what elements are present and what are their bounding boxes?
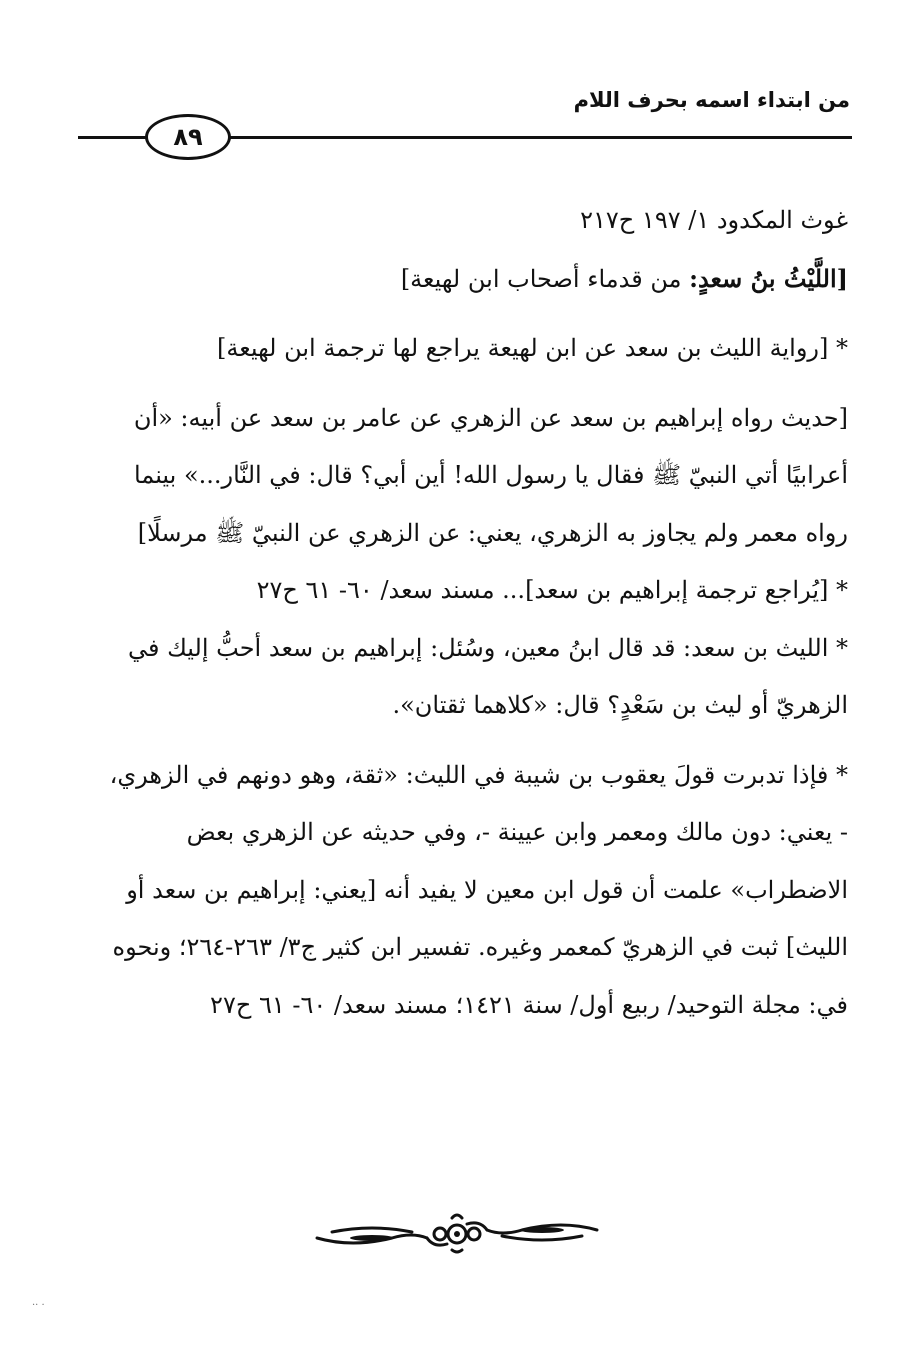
page-speck: ·· · — [32, 1300, 45, 1311]
header-rule-right — [228, 136, 852, 139]
paragraph-line: * فإذا تدبرت قولَ يعقوب بن شيبة في الليث: «ثقة، وهو دونهم في الزهري، — [109, 760, 848, 789]
paragraph-line: في: مجلة التوحيد/ ربيع أول/ سنة ١٤٢١؛ مسند سعد/ ٦٠- ٦١ ح٢٧ — [210, 990, 848, 1019]
paragraph-line: الليث] ثبت في الزهريّ كمعمر وغيره. تفسير ابن كثير ج٣/ ٢٦٣-٢٦٤؛ ونحوه — [112, 933, 848, 961]
page-number-text: ٨٩ — [173, 123, 203, 151]
paragraph-line: * [يُراجع ترجمة إبراهيم بن سعد]... مسند سعد/ ٦٠- ٦١ ح٢٧ — [256, 576, 848, 604]
reference-line: غوث المكدود ١/ ١٩٧ ح٢١٧ — [580, 206, 848, 234]
page-number — [145, 114, 231, 160]
paragraph-line: * الليث بن سعد: قد قال ابنُ معين، وسُئل: إبراهيم بن سعد أحبُّ إليك في — [127, 633, 848, 662]
paragraph-line: الاضطراب» علمت أن قول ابن معين لا يفيد أنه [يعني: إبراهيم بن سعد أو — [126, 875, 848, 904]
ornament-divider-icon — [312, 1208, 602, 1254]
paragraph-line: رواه معمر ولم يجاوز به الزهري، يعني: عن الزهري عن النبيّ ﷺ مرسلًا] — [137, 518, 848, 547]
entry-description: من قدماء أصحاب ابن لهيعة] — [400, 264, 690, 293]
header-rule-left — [78, 136, 148, 139]
paragraph-line: أعرابيًا أتي النبيّ ﷺ فقال يا رسول الله! أين أبي؟ قال: في النَّار...» بينما — [134, 461, 848, 489]
entry-heading — [82, 250, 848, 309]
note-line: * [رواية الليث بن سعد عن ابن لهيعة يراجع لها ترجمة ابن لهيعة] — [217, 334, 848, 362]
running-head: من ابتداء اسمه بحرف اللام — [573, 88, 850, 112]
paragraph-line: [حديث رواه إبراهيم بن سعد عن الزهري عن عامر بن سعد عن أبيه: «أن — [133, 403, 848, 432]
paragraph-line: - يعني: دون مالك ومعمر وابن عيينة -، وفي حديثه عن الزهري بعض — [186, 818, 848, 846]
entry-name: [اللَّيْثُ بنُ سعدٍ: — [689, 263, 848, 293]
body-text — [82, 192, 848, 1034]
paragraph-line: الزهريّ أو ليث بن سَعْدٍ؟ قال: «كلاهما ثقتان». — [392, 691, 848, 719]
